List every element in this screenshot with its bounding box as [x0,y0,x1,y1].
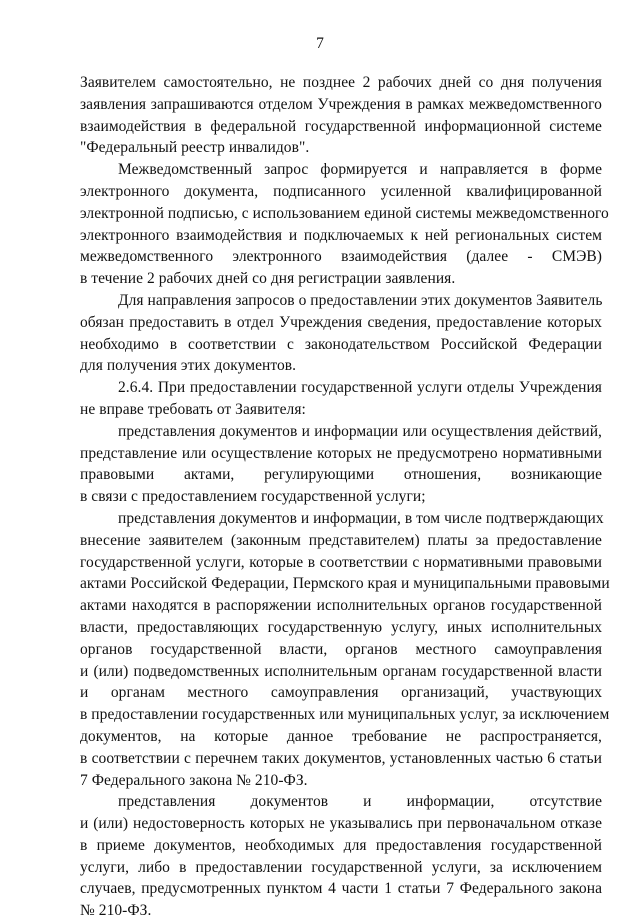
text-line: Для направления запросов о предоставлении этих документов Заявитель [118,291,603,309]
text-line: услуги, либо в предоставлении государственной услуги, за исключением [80,858,602,876]
text-line: правовыми актами, регулирующими отношения, возникающие [80,466,602,484]
text-line: государственной услуги, которые в соответствии с нормативными правовыми [80,553,602,571]
page-number: 7 [316,35,324,52]
text-line: 7 Федерального закона № 210-ФЗ. [80,771,308,789]
text-line: актами Российской Федерации, Пермского края и муниципальными правовыми [80,575,610,593]
text-line: электронного взаимодействия и подключаемых к ней региональных систем [80,226,602,244]
text-line: обязан предоставить в отдел Учреждения сведения, предоставление которых [80,313,602,331]
text-line: электронной подписью, с использованием единой системы межведомственного [80,204,609,222]
text-line: не вправе требовать от Заявителя: [80,400,306,418]
text-line: и (или) недостоверность которых не указывались при первоначальном отказе [80,815,602,833]
text-line: Заявителем самостоятельно, не позднее 2 рабочих дней со дня получения [80,74,602,91]
text-line: и (или) подведомственных исполнительным органам государственной власти [80,662,602,680]
text-line: межведомственного электронного взаимодействия (далее - СМЭВ) [80,248,602,266]
text-line: № 210-ФЗ. [80,902,152,920]
text-line: случаев, предусмотренных пунктом 4 части 1 статьи 7 Федерального закона [80,880,602,898]
text-line: "Федеральный реестр инвалидов". [80,139,310,157]
text-line: представления документов и информации, отсутствие [118,793,602,811]
text-line: внесение заявителем (законным представителем) платы за предоставление [80,531,602,549]
text-line: в приеме документов, необходимых для предоставления государственной [80,836,602,854]
text-line: представления документов и информации или осуществления действий, [118,422,602,440]
text-line: органов государственной власти, органов местного самоуправления [80,640,602,658]
text-line: актами находятся в распоряжении исполнительных органов государственной [80,597,602,615]
text-line: власти, предоставляющих государственную услугу, иных исполнительных [80,618,602,636]
text-line: 2.6.4. При предоставлении государственной услуги отделы Учреждения [118,379,602,397]
text-line: необходимо в соответствии с законодательством Российской Федерации [80,335,602,353]
text-line: в связи с предоставлением государственной услуги; [80,488,426,506]
text-line: и органам местного самоуправления организаций, участвующих [80,684,602,702]
text-line: в течение 2 рабочих дней со дня регистрации заявления. [80,270,456,288]
text-line: заявления запрашиваются отделом Учреждения в рамках межведомственного [80,95,602,113]
text-line: документов, на которые данное требование не распространяется, [80,727,602,745]
text-line: представления документов и информации, в том числе подтверждающих [118,509,604,527]
text-line: в предоставлении государственных или муниципальных услуг, за исключением [80,706,610,724]
text-line: представление или осуществление которых не предусмотрено нормативными [80,444,602,462]
text-line: в соответствии с перечнем таких документов, установленных частью 6 статьи [80,749,602,767]
text-line: взаимодействия в федеральной государственной информационной системе [80,117,602,135]
text-line: Межведомственный запрос формируется и направляется в форме [118,161,602,179]
text-line: электронного документа, подписанного усиленной квалифицированной [80,182,602,200]
text-line: для получения этих документов. [80,357,297,375]
document-body [80,72,610,922]
